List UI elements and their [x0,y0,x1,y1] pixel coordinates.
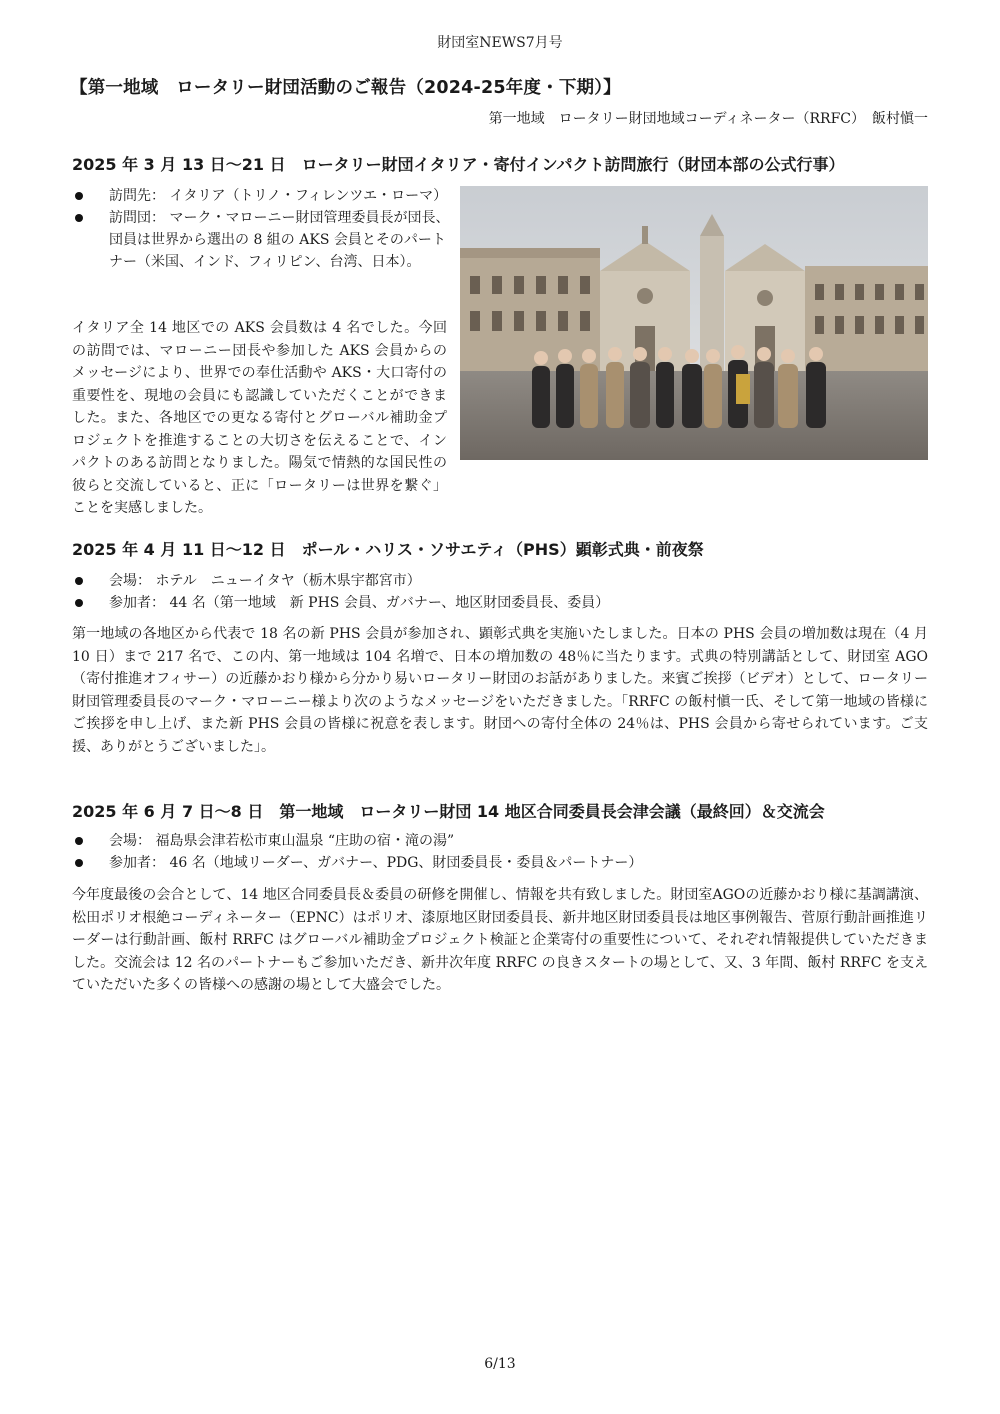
list-item [72,830,932,852]
list-item-text: 会場： 福島県会津若松市東山温泉 “庄助の宿・滝の湯” [109,833,455,849]
group-photo-italy [460,186,928,460]
phs-paragraph: 第一地域の各地区から代表で 18 名の新 PHS 会員が参加され、顕彰式典を実施いたしました。日本の PHS 会員の増加数は現在（4 月 10 日）まで 217 名で、この内、第一地域は 104 名増で、日本の増加数の 48％に当たります。式典の特別講話として、財団室 AGO（寄付推進オフィサー）の近藤かおり様から分かり易いロータリー財団のお話がありました。来賓ご挨拶（ビデオ）として、ロータリー財団管理委員長のマーク・マローニー様より次のようなメッセージをいただきました。「RRFC の飯村愼一氏、そして第一地域の皆様にご挨拶を申し上げ、また新 PHS 会員の皆様に祝意を表します。財団への寄付全体の 24％は、PHS 会員から寄せられています。ご支援、ありがとうございました」。 [72,626,928,755]
list-item [72,852,932,874]
aizu-bullet-list [72,830,932,874]
bullet-icon [75,859,83,867]
list-item-text: 会場： ホテル ニューイタヤ（栃木県宇都宮市） [109,573,421,589]
section-heading-aizu: 2025 年 6 月 7 日～8 日 第一地域 ロータリー財団 14 地区合同委員長会津会議（最終回）＆交流会 [72,802,825,821]
list-item-text: 訪問団： マーク・マローニー財団管理委員長が団長、団員は世界から選出の 8 組の AKS 会員とそのパートナー（米国、インド、フィリピン、台湾、日本）。 [109,210,450,270]
bullet-icon [75,599,83,607]
page-number: 6/13 [484,1356,516,1372]
bullet-icon [75,214,83,222]
page-title: 【第一地域 ロータリー財団活動のご報告（2024-25年度・下期）】 [70,78,621,98]
phs-bullet-list [72,570,932,614]
list-item [72,570,932,592]
bullet-icon [75,577,83,585]
list-item [72,207,452,273]
italy-bullet-list [72,185,452,273]
author-line: 第一地域 ロータリー財団地域コーディネーター（RRFC） 飯村愼一 [488,111,928,127]
bullet-icon [75,837,83,845]
list-item [72,185,452,207]
list-item [72,592,932,614]
aizu-paragraph: 今年度最後の会合として、14 地区合同委員長＆委員の研修を開催し、情報を共有致しました。財団室AGOの近藤かおり様に基調講演、松田ポリオ根絶コーディネーター（EPNC）はポリオ、漆原地区財団委員長、新井地区財団委員長は地区事例報告、菅原行動計画推進リーダーは行動計画、飯村 RRFC はグローバル補助金プロジェクト検証と企業寄付の重要性について、それぞれ情報提供していただきました。交流会は 12 名のパートナーもご参加いただき、新井次年度 RRFC の良きスタートの場として、又、3 年間、飯村 RRFC を支えていただいた多くの皆様への感謝の場として大盛会でした。 [72,887,928,993]
list-item-text: 訪問先： イタリア（トリノ・フィレンツエ・ローマ） [109,188,448,204]
section-heading-phs: 2025 年 4 月 11 日～12 日 ポール・ハリス・ソサエティ（PHS）顕彰式典・前夜祭 [72,540,704,559]
bullet-icon [75,192,83,200]
newsletter-header: 財団室NEWS7月号 [437,35,563,51]
section-heading-italy: 2025 年 3 月 13 日～21 日 ロータリー財団イタリア・寄付インパクト訪問旅行（財団本部の公式行事） [72,155,845,174]
list-item-text: 参加者： 46 名（地域リーダー、ガバナー、PDG、財団委員長・委員＆パートナー） [109,855,643,871]
italy-paragraph: イタリア全 14 地区での AKS 会員数は 4 名でした。今回の訪問では、マローニー団長や参加した AKS 会員からのメッセージにより、世界での奉仕活動や AKS・大口寄付の重要性を、現地の会員にも認識していただくことができました。また、各地区での更なる寄付とグローバル補助金プロジェクトを推進することの大切さを伝えることで、インパクトのある訪問となりました。陽気で情熱的な国民性の彼らと交流していると、正に「ロータリーは世界を繋ぐ」ことを実感しました。 [72,320,447,516]
list-item-text: 参加者： 44 名（第一地域 新 PHS 会員、ガバナー、地区財団委員長、委員） [109,595,610,611]
